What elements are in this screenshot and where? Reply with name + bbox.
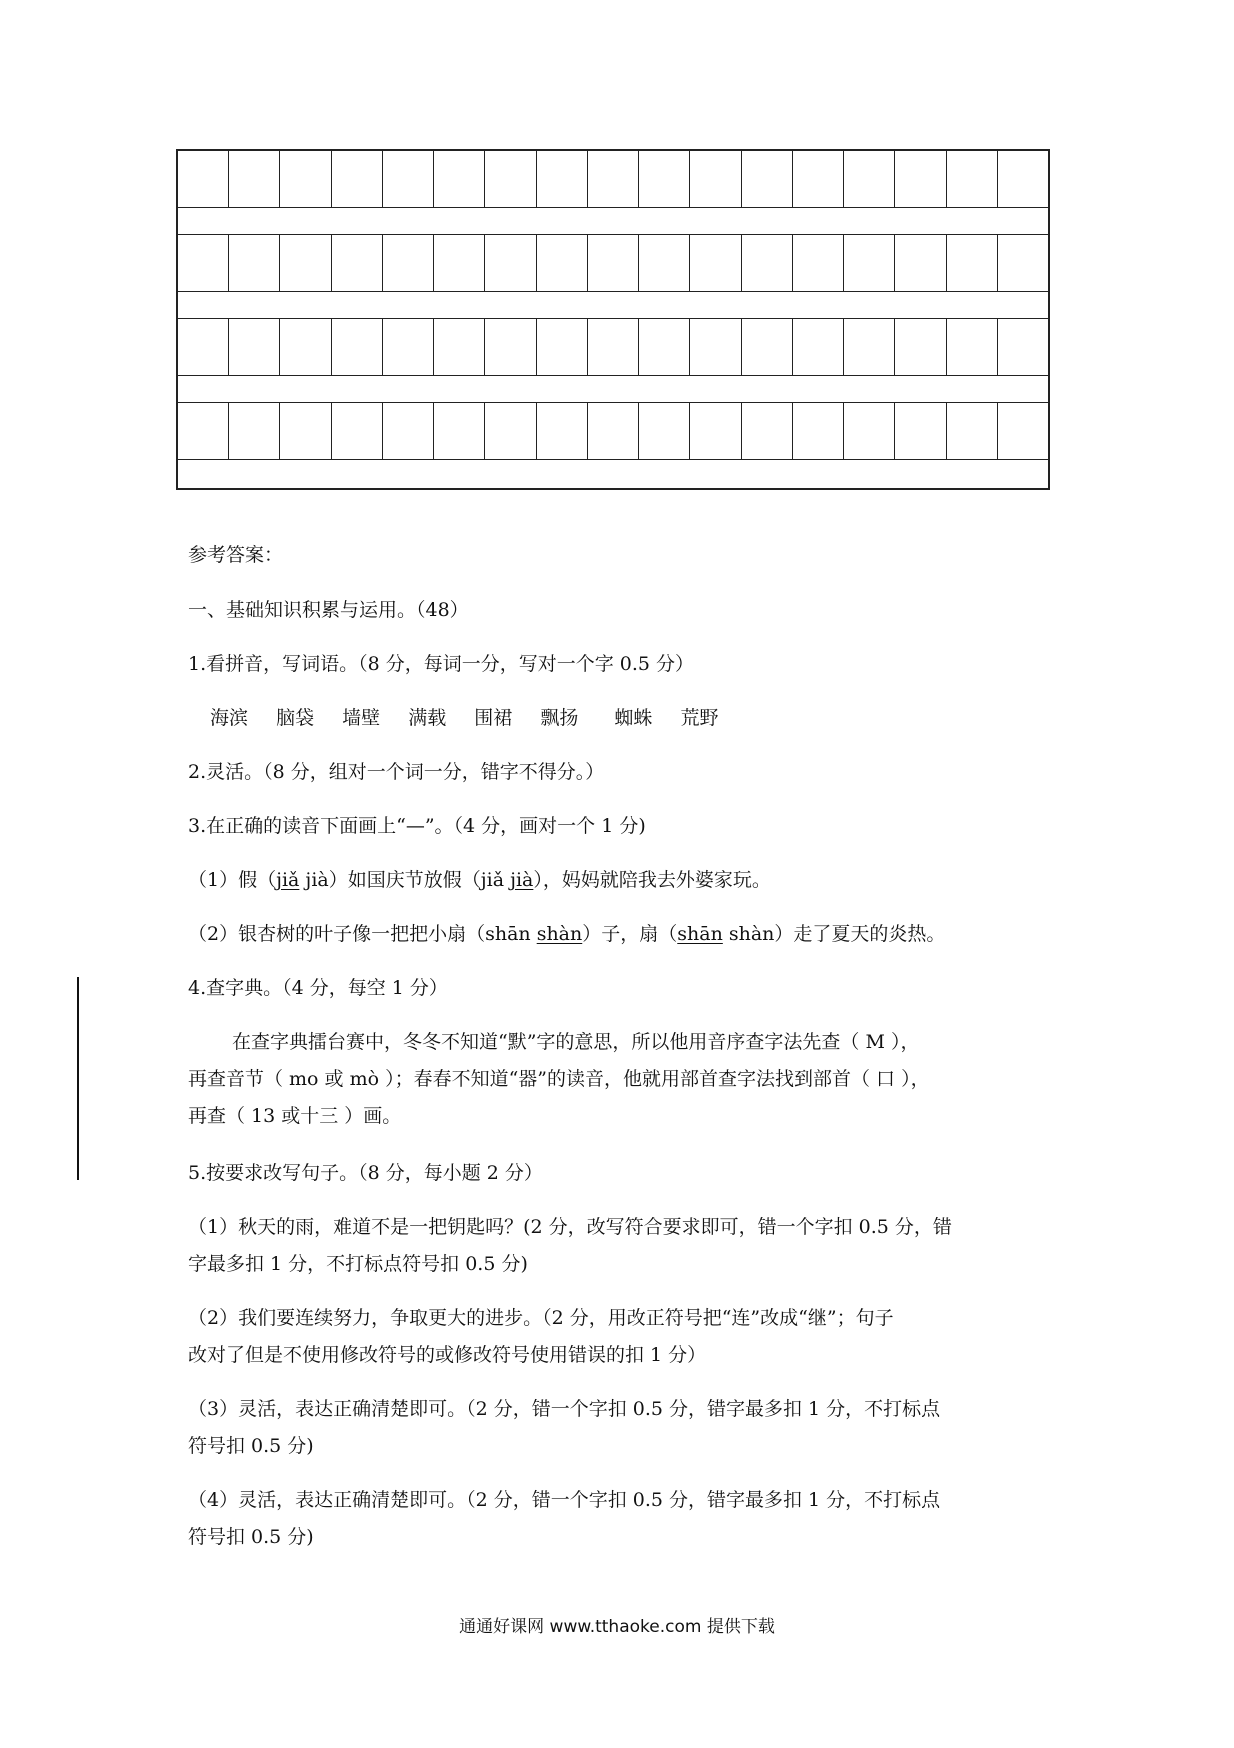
grid-cell [485, 403, 536, 459]
grid-cell [742, 235, 793, 291]
grid-cell [434, 235, 485, 291]
grid-cell [947, 235, 998, 291]
grid-cell [588, 235, 639, 291]
word: 荒野 [680, 707, 719, 729]
grid-cell [793, 403, 844, 459]
question-4-line-3: 再查（ 13 或十三 ）画。 [188, 1105, 402, 1127]
grid-gap-strip [178, 376, 1048, 403]
grid-cell [229, 151, 280, 207]
grid-cell [537, 403, 588, 459]
grid-cell [588, 151, 639, 207]
grid-cell [793, 235, 844, 291]
word: 蜘蛛 [614, 707, 653, 729]
grid-cell [485, 319, 536, 375]
question-1: 1.看拼音，写词语。（8 分，每词一分，写对一个字 0.5 分） [188, 653, 695, 675]
section-1-title: 一、基础知识积累与运用。（48） [188, 599, 469, 621]
question-3: 3.在正确的读音下面画上“—”。（4 分，画对一个 1 分) [188, 815, 646, 837]
grid-cell [639, 319, 690, 375]
grid-cell [332, 319, 383, 375]
grid-cell [332, 403, 383, 459]
question-5-1-line-1: （1）秋天的雨，难道不是一把钥匙吗？(2 分，改写符合要求即可，错一个字扣 0.5 分，错 [188, 1216, 952, 1238]
grid-cell [383, 319, 434, 375]
grid-row [178, 151, 1048, 208]
word: 围裙 [474, 707, 513, 729]
grid-cell [793, 319, 844, 375]
question-4: 4.查字典。（4 分，每空 1 分） [188, 977, 448, 999]
word: 海滨 [210, 707, 249, 729]
question-3-2: （2）银杏树的叶子像一把把小扇（shān shàn）子，扇（shān shàn）走了夏天的炎热。 [188, 923, 946, 945]
question-5-1-line-2: 字最多扣 1 分，不打标点符号扣 0.5 分) [188, 1253, 528, 1275]
grid-cell [178, 235, 229, 291]
grid-cell [895, 403, 946, 459]
grid-cell [332, 235, 383, 291]
grid-cell [434, 151, 485, 207]
underlined-answer: shàn [536, 923, 583, 945]
grid-cell [793, 151, 844, 207]
grid-cell [895, 151, 946, 207]
grid-gap-strip [178, 460, 1048, 488]
question-5-4-line-1: （4）灵活，表达正确清楚即可。（2 分，错一个字扣 0.5 分，错字最多扣 1 分，不打标点 [188, 1489, 941, 1511]
question-4-line-2: 再查音节（ mo 或 mò ）；春春不知道“器”的读音，他就用部首查字法找到部首（ 口 ）， [188, 1068, 930, 1090]
question-5-3-line-2: 符号扣 0.5 分) [188, 1435, 314, 1457]
answers-heading: 参考答案： [188, 544, 284, 566]
grid-cell [537, 319, 588, 375]
question-1-words [210, 703, 740, 730]
question-2: 2.灵活。（8 分，组对一个词一分，错字不得分。） [188, 761, 605, 783]
grid-cell [742, 319, 793, 375]
grid-cell [947, 403, 998, 459]
grid-cell [844, 319, 895, 375]
grid-cell [998, 235, 1048, 291]
grid-cell [229, 235, 280, 291]
grid-cell [690, 319, 741, 375]
grid-row [178, 403, 1048, 460]
grid-cell [844, 403, 895, 459]
grid-cell [947, 151, 998, 207]
grid-cell [742, 151, 793, 207]
grid-cell [485, 235, 536, 291]
question-5-2-line-2: 改对了但是不使用修改符号的或修改符号使用错误的扣 1 分） [188, 1344, 707, 1366]
underlined-answer: jià [510, 869, 534, 891]
grid-cell [280, 151, 331, 207]
question-3-1: （1）假（jiǎ jià）如国庆节放假（jiǎ jià），妈妈就陪我去外婆家玩。 [188, 869, 771, 891]
grid-cell [434, 403, 485, 459]
grid-cell [998, 151, 1048, 207]
grid-cell [998, 403, 1048, 459]
grid-cell [332, 151, 383, 207]
grid-cell [537, 151, 588, 207]
grid-cell [280, 235, 331, 291]
grid-cell [178, 319, 229, 375]
grid-cell [229, 403, 280, 459]
grid-cell [485, 151, 536, 207]
grid-cell [639, 403, 690, 459]
question-5-3-line-1: （3）灵活，表达正确清楚即可。（2 分，错一个字扣 0.5 分，错字最多扣 1 分，不打标点 [188, 1398, 941, 1420]
grid-cell [178, 403, 229, 459]
word: 墙壁 [342, 707, 381, 729]
question-5-2-line-1: （2）我们要连续努力，争取更大的进步。（2 分，用改正符号把“连”改成“继”；句子 [188, 1307, 894, 1329]
question-5-4-line-2: 符号扣 0.5 分) [188, 1526, 314, 1548]
grid-cell [742, 403, 793, 459]
grid-cell [844, 235, 895, 291]
word: 满载 [408, 707, 447, 729]
grid-cell [588, 319, 639, 375]
grid-cell [229, 319, 280, 375]
grid-cell [690, 403, 741, 459]
word: 脑袋 [276, 707, 315, 729]
grid-cell [588, 403, 639, 459]
underlined-answer: shān [677, 923, 723, 945]
underlined-answer: jiǎ [276, 869, 300, 891]
footer-credit: 通通好课网 www.tthaoke.com 提供下载 [459, 1617, 775, 1637]
grid-cell [690, 235, 741, 291]
grid-cell [639, 235, 690, 291]
grid-cell [383, 151, 434, 207]
writing-grid [176, 149, 1050, 490]
grid-cell [537, 235, 588, 291]
grid-gap-strip [178, 292, 1048, 319]
grid-row [178, 319, 1048, 376]
grid-row [178, 235, 1048, 292]
grid-cell [690, 151, 741, 207]
grid-cell [895, 319, 946, 375]
grid-cell [383, 235, 434, 291]
grid-cell [844, 151, 895, 207]
question-5: 5.按要求改写句子。（8 分，每小题 2 分） [188, 1162, 543, 1184]
word: 飘扬 [540, 707, 579, 729]
margin-line [77, 977, 79, 1180]
grid-cell [280, 403, 331, 459]
grid-cell [434, 319, 485, 375]
grid-cell [895, 235, 946, 291]
grid-gap-strip [178, 208, 1048, 235]
grid-cell [947, 319, 998, 375]
grid-cell [639, 151, 690, 207]
grid-cell [280, 319, 331, 375]
grid-cell [998, 319, 1048, 375]
grid-cell [178, 151, 229, 207]
question-4-line-1: 在查字典擂台赛中，冬冬不知道“默”字的意思，所以他用音序查字法先查（ M ）， [232, 1031, 920, 1053]
grid-cell [383, 403, 434, 459]
